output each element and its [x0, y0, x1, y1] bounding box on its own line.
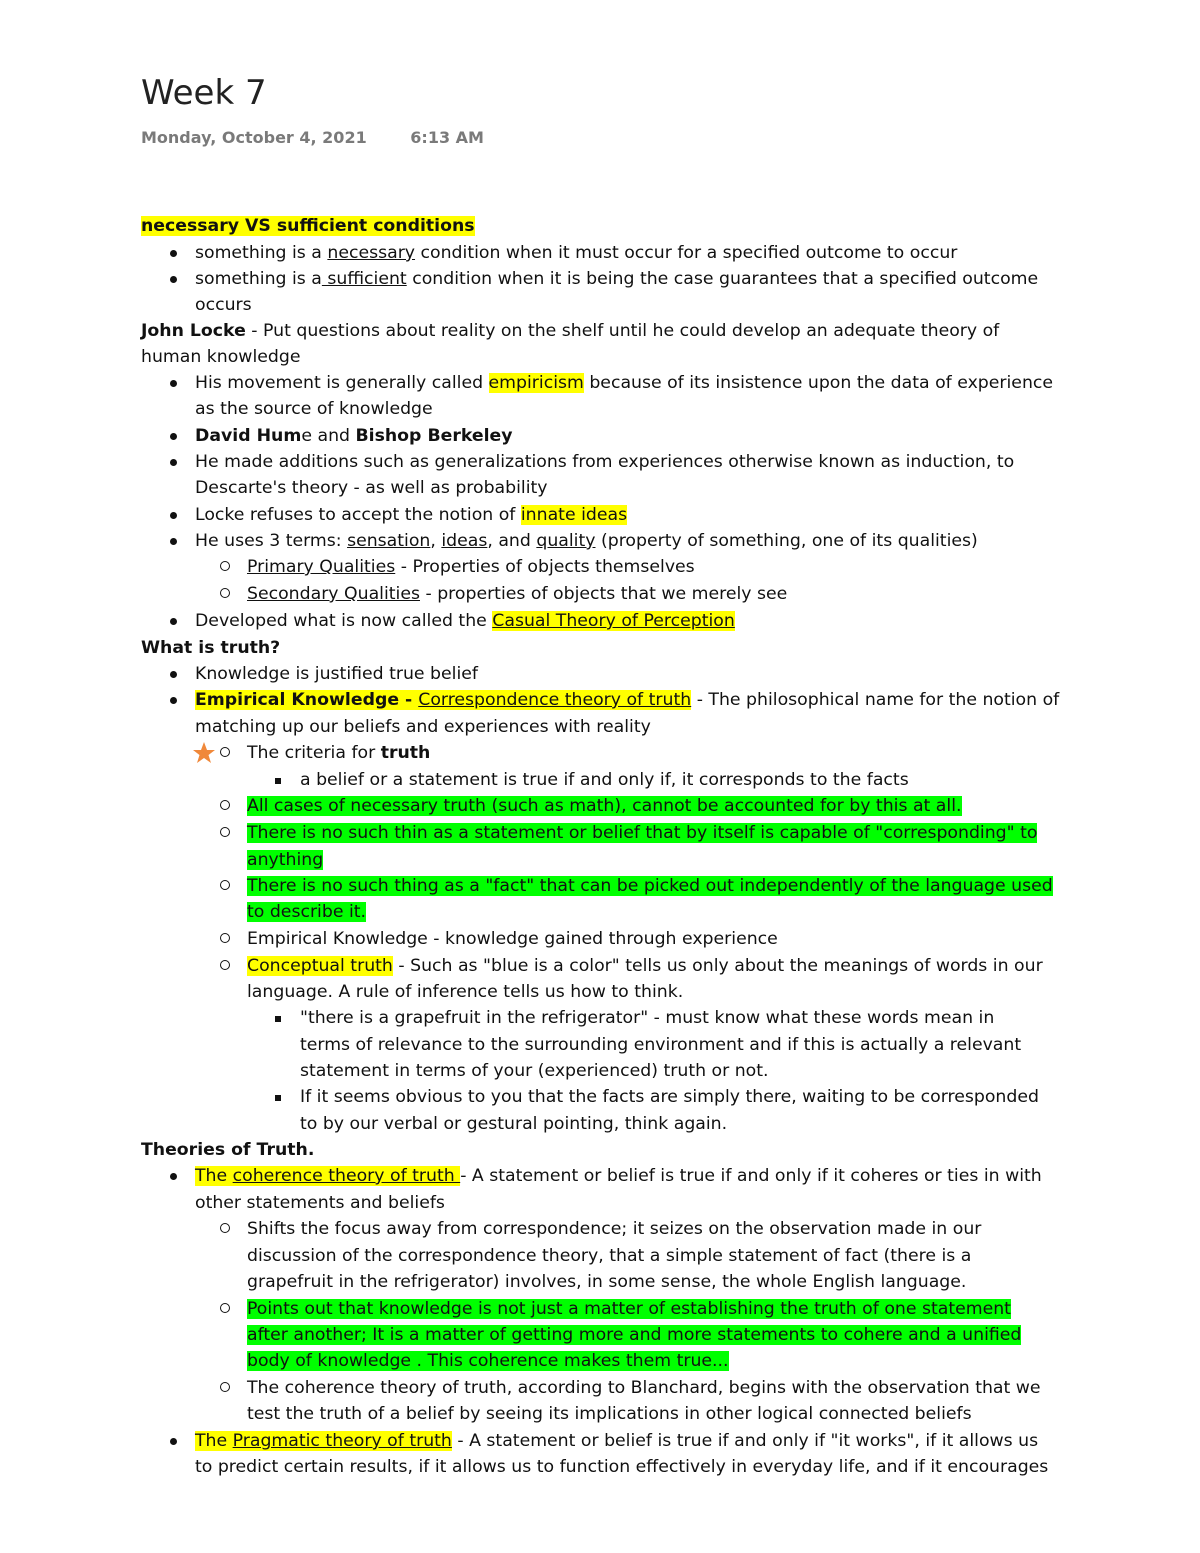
list-item: The coherence theory of truth, according to Blanchard, begins with the observation that we	[247, 1378, 1041, 1398]
circle-bullet-icon	[220, 1296, 230, 1323]
list-item-cont: anything	[247, 850, 324, 870]
list-item-cont: test the truth of a belief by seeing its implications in other logical connected beliefs	[247, 1404, 972, 1424]
heading-theories-of-truth: Theories of Truth.	[141, 1140, 315, 1160]
list-item: The criteria for truth	[247, 743, 431, 763]
list-item: Developed what is now called the Casual Theory of Perception	[195, 611, 735, 631]
circle-bullet-icon	[220, 793, 230, 820]
bullet-icon	[170, 266, 177, 293]
list-item: The coherence theory of truth - A statement or belief is true if and only if it coheres or ties in with	[195, 1166, 1042, 1186]
list-item: a belief or a statement is true if and only if, it corresponds to the facts	[300, 770, 909, 790]
list-item: something is a necessary condition when it must occur for a specified outcome to occur	[195, 243, 958, 263]
circle-bullet-icon	[220, 740, 230, 767]
list-item-cont: statement in terms of your (experienced) truth or not.	[300, 1061, 769, 1081]
list-item: Shifts the focus away from correspondence; it seizes on the observation made in our	[247, 1219, 982, 1239]
list-item: Knowledge is justified true belief	[195, 664, 478, 684]
list-item: Empirical Knowledge - Correspondence theory of truth - The philosophical name for the notion of	[195, 690, 1060, 710]
bullet-icon	[170, 661, 177, 688]
page-title: Week 7	[141, 73, 267, 113]
list-item: All cases of necessary truth (such as math), cannot be accounted for by this at all.	[247, 796, 962, 816]
list-item-cont: discussion of the correspondence theory, that a simple statement of fact (there is a	[247, 1246, 972, 1266]
heading-necessary-sufficient	[141, 213, 475, 240]
circle-bullet-icon	[220, 1375, 230, 1402]
circle-bullet-icon	[220, 873, 230, 900]
square-bullet-icon	[275, 1084, 281, 1111]
bullet-icon	[170, 370, 177, 397]
bullet-icon	[170, 687, 177, 714]
bullet-icon	[170, 608, 177, 635]
page-date: Monday, October 4, 2021	[141, 128, 367, 147]
bullet-icon	[170, 528, 177, 555]
list-item: Secondary Qualities - properties of objects that we merely see	[247, 584, 788, 604]
list-item-cont: body of knowledge . This coherence makes them true...	[247, 1351, 729, 1371]
square-bullet-icon	[275, 1005, 281, 1032]
page-datetime	[141, 128, 484, 147]
list-item-cont: as the source of knowledge	[195, 399, 433, 419]
list-item: There is no such thin as a statement or belief that by itself is capable of "corresponding" to	[247, 823, 1038, 843]
list-item: something is a sufficient condition when it is being the case guarantees that a specified outcome	[195, 269, 1039, 289]
bullet-icon	[170, 449, 177, 476]
list-item-cont: after another; It is a matter of getting more and more statements to cohere and a unified	[247, 1325, 1022, 1345]
bullet-icon	[170, 1428, 177, 1455]
bullet-icon	[170, 502, 177, 529]
list-item: Empirical Knowledge - knowledge gained through experience	[247, 929, 778, 949]
list-item: He made additions such as generalizations from experiences otherwise known as induction, to	[195, 452, 1015, 472]
heading-what-is-truth: What is truth?	[141, 638, 281, 658]
list-item: The Pragmatic theory of truth - A statement or belief is true if and only if "it works", if it allows us	[195, 1431, 1039, 1451]
list-item: David Hume and Bishop Berkeley	[195, 426, 513, 446]
list-item: If it seems obvious to you that the facts are simply there, waiting to be corresponded	[300, 1087, 1039, 1107]
list-item: Primary Qualities - Properties of objects themselves	[247, 557, 695, 577]
list-item-cont: occurs	[195, 295, 252, 315]
bullet-icon	[170, 240, 177, 267]
bullet-icon	[170, 1163, 177, 1190]
list-item-cont: to describe it.	[247, 902, 367, 922]
circle-bullet-icon	[220, 820, 230, 847]
circle-bullet-icon	[220, 581, 230, 608]
paragraph-locke: John Locke - Put questions about reality on the shelf until he could develop an adequate theory of	[141, 321, 1000, 341]
bullet-icon	[170, 423, 177, 450]
circle-bullet-icon	[220, 926, 230, 953]
list-item: "there is a grapefruit in the refrigerator" - must know what these words mean in	[300, 1008, 995, 1028]
list-item: There is no such thing as a "fact" that can be picked out independently of the language used	[247, 876, 1053, 896]
square-bullet-icon	[275, 767, 281, 794]
list-item-cont: terms of relevance to the surrounding environment and if this is actually a relevant	[300, 1035, 1022, 1055]
circle-bullet-icon	[220, 953, 230, 980]
list-item-cont: to by our verbal or gestural pointing, think again.	[300, 1114, 728, 1134]
list-item-cont: other statements and beliefs	[195, 1193, 445, 1213]
list-item-cont: language. A rule of inference tells us how to think.	[247, 982, 684, 1002]
circle-bullet-icon	[220, 1216, 230, 1243]
circle-bullet-icon	[220, 554, 230, 581]
paragraph-locke-cont: human knowledge	[141, 347, 301, 367]
page-time: 6:13 AM	[410, 128, 484, 147]
list-item: Conceptual truth - Such as "blue is a color" tells us only about the meanings of words in our	[247, 956, 1043, 976]
list-item-cont: Descarte's theory - as well as probability	[195, 478, 548, 498]
list-item-cont: to predict certain results, if it allows us to function effectively in everyday life, and if it encourages	[195, 1457, 1049, 1477]
list-item: He uses 3 terms: sensation, ideas, and quality (property of something, one of its qualities)	[195, 531, 978, 551]
list-item: Points out that knowledge is not just a matter of establishing the truth of one statement	[247, 1299, 1011, 1319]
list-item: His movement is generally called empiricism because of its insistence upon the data of experience	[195, 373, 1054, 393]
heading-text: necessary VS sufficient conditions	[141, 216, 475, 236]
list-item-cont: grapefruit in the refrigerator) involves, in some sense, the whole English language.	[247, 1272, 967, 1292]
list-item: Locke refuses to accept the notion of innate ideas	[195, 505, 628, 525]
list-item-cont: matching up our beliefs and experiences with reality	[195, 717, 651, 737]
star-icon	[192, 741, 216, 765]
